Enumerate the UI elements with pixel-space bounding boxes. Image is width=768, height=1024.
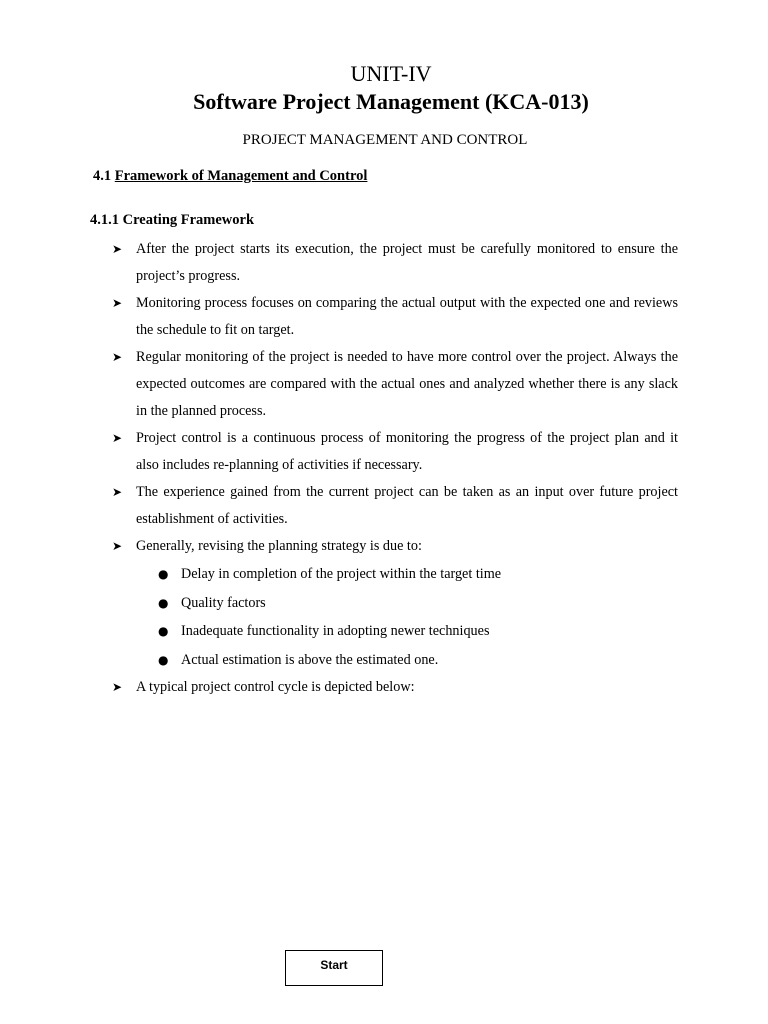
flowchart-start-box: Start bbox=[285, 950, 383, 986]
sub-list-item bbox=[136, 646, 678, 675]
unit-title: UNIT-IV bbox=[350, 61, 432, 86]
sub-list-item bbox=[136, 617, 678, 646]
list-item bbox=[112, 290, 678, 344]
sub-list-item bbox=[136, 589, 678, 618]
arrowhead-bullet-icon: ➤ bbox=[112, 242, 123, 256]
filled-dot-icon: ● bbox=[158, 652, 169, 667]
sub-list-item-text: Delay in completion of the project within the target time bbox=[181, 566, 502, 582]
list-item-text: Regular monitoring of the project is needed to have more control over the project. Always the expected outcomes are compared with the actual ones and analyzed whether there is any slack in the planned process. bbox=[136, 349, 678, 419]
list-item bbox=[112, 236, 678, 290]
list-item-text: The experience gained from the current project can be taken as an input over future project establishment of activities. bbox=[136, 484, 678, 527]
list-item bbox=[112, 344, 678, 425]
sub-list-item-text: Quality factors bbox=[181, 594, 266, 611]
subsection-heading: 4.1.1 Creating Framework bbox=[90, 212, 255, 228]
list-item-text: Monitoring process focuses on comparing the actual output with the expected one and reviews the schedule to fit on target. bbox=[136, 295, 678, 338]
list-item bbox=[112, 533, 678, 674]
sub-list-item-text: Actual estimation is above the estimated one. bbox=[181, 651, 439, 668]
arrowhead-bullet-icon: ➤ bbox=[112, 296, 123, 310]
list-item-text: After the project starts its execution, the project must be carefully monitored to ensure the project’s progress. bbox=[136, 241, 678, 284]
filled-dot-icon: ● bbox=[158, 624, 169, 638]
arrowhead-bullet-icon: ➤ bbox=[112, 680, 123, 694]
section-number: 4.1 bbox=[93, 168, 112, 184]
section-heading bbox=[93, 166, 367, 186]
list-item bbox=[112, 674, 678, 701]
section-title: Framework of Management and Control bbox=[114, 168, 368, 184]
list-item-text: A typical project control cycle is depicted below: bbox=[136, 679, 415, 695]
arrowhead-bullet-icon: ➤ bbox=[112, 431, 123, 445]
chapter-title: PROJECT MANAGEMENT AND CONTROL bbox=[242, 132, 528, 148]
sub-list-item-text: Inadequate functionality in adopting newer techniques bbox=[181, 623, 490, 639]
filled-dot-icon: ● bbox=[158, 595, 169, 610]
sub-bullet-list bbox=[136, 560, 678, 674]
bullet-list bbox=[112, 236, 678, 701]
sub-list-item bbox=[136, 560, 678, 589]
course-title: Software Project Management (KCA-013) bbox=[193, 89, 589, 114]
filled-dot-icon: ● bbox=[158, 567, 169, 581]
list-item-text: Project control is a continuous process of monitoring the progress of the project plan and it also includes re-planning of activities if necessary. bbox=[136, 430, 678, 473]
list-item bbox=[112, 425, 678, 479]
list-item bbox=[112, 479, 678, 533]
arrowhead-bullet-icon: ➤ bbox=[112, 485, 123, 499]
arrowhead-bullet-icon: ➤ bbox=[112, 539, 123, 553]
arrowhead-bullet-icon: ➤ bbox=[112, 350, 123, 364]
list-item-text: Generally, revising the planning strategy is due to: bbox=[136, 538, 422, 554]
